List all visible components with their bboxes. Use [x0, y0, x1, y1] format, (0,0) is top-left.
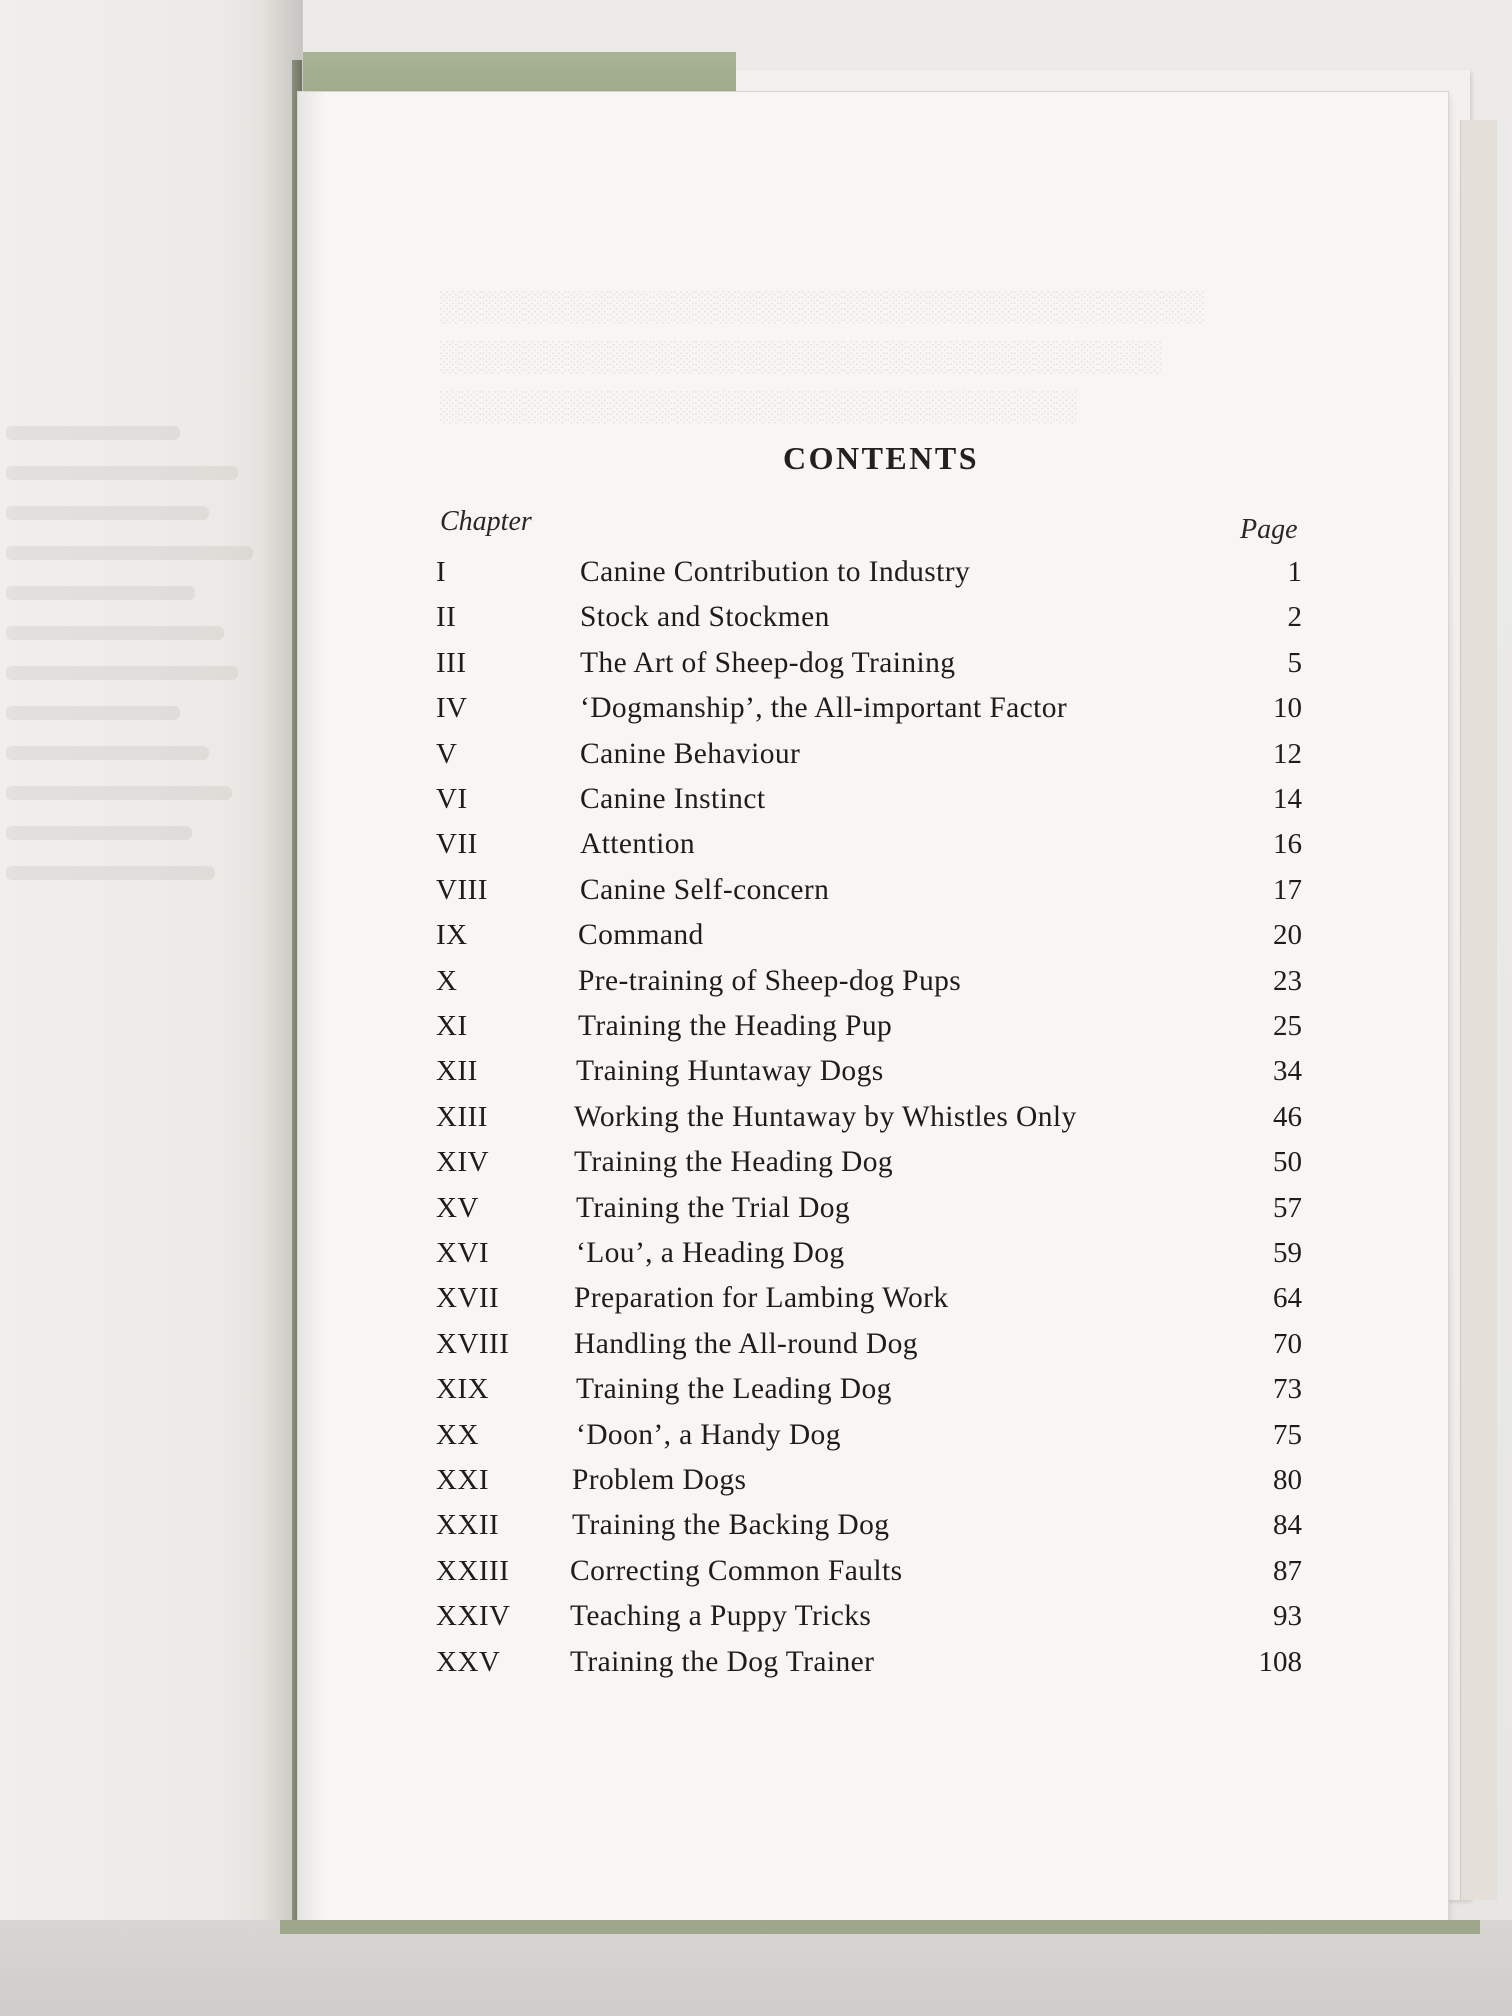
chapter-column-header: Chapter — [440, 506, 532, 537]
chapter-title: ‘Dogmanship’, the All-important Factor — [580, 692, 1068, 725]
chapter-title: Teaching a Puppy Tricks — [570, 1600, 872, 1633]
page-number: 75 — [1273, 1418, 1302, 1451]
chapter-title: ‘Lou’, a Heading Dog — [576, 1237, 845, 1269]
toc-entry — [0, 828, 1512, 872]
chapter-number: XIII — [436, 1100, 488, 1133]
chapter-title: Canine Behaviour — [580, 737, 801, 770]
page-title: CONTENTS — [782, 440, 980, 476]
chapter-number: XX — [436, 1418, 479, 1451]
chapter-title: Canine Self-concern — [580, 873, 830, 906]
chapter-title: Stock and Stockmen — [580, 601, 830, 634]
chapter-title: Problem Dogs — [572, 1464, 747, 1496]
toc-entry — [0, 783, 1512, 827]
page-number: 46 — [1273, 1100, 1302, 1133]
page-number: 57 — [1273, 1191, 1302, 1224]
page-number: 50 — [1273, 1146, 1302, 1179]
toc-entry — [0, 647, 1512, 691]
page-number: 20 — [1273, 919, 1302, 952]
toc-entry — [0, 1555, 1512, 1599]
chapter-number: XV — [436, 1191, 479, 1224]
page-number: 64 — [1273, 1282, 1302, 1315]
chapter-title: Training the Heading Dog — [574, 1146, 894, 1179]
page-number: 12 — [1273, 737, 1302, 770]
page-number: 80 — [1273, 1464, 1302, 1496]
chapter-number: VII — [436, 828, 478, 861]
chapter-title: The Art of Sheep-dog Training — [580, 646, 956, 679]
toc-entry — [0, 919, 1512, 963]
chapter-title: Handling the All-round Dog — [574, 1327, 918, 1360]
chapter-number: XIX — [436, 1373, 490, 1406]
chapter-number: X — [436, 964, 458, 997]
toc-entry — [0, 1146, 1512, 1190]
page-number: 14 — [1273, 783, 1302, 815]
chapter-number: XVI — [436, 1237, 490, 1269]
toc-entry — [0, 1237, 1512, 1281]
page-number: 23 — [1273, 964, 1302, 997]
chapter-title: Training Huntaway Dogs — [576, 1055, 884, 1088]
toc-entry — [0, 738, 1512, 782]
toc-entry — [0, 692, 1512, 736]
chapter-title: Canine Contribution to Industry — [580, 556, 971, 588]
chapter-number: XXI — [436, 1464, 490, 1496]
chapter-title: Training the Dog Trainer — [570, 1645, 875, 1678]
chapter-title: Training the Heading Pup — [578, 1010, 893, 1042]
chapter-number: XVIII — [436, 1327, 510, 1360]
toc-entry — [0, 1419, 1512, 1463]
page-number: 87 — [1273, 1554, 1302, 1587]
page-number: 59 — [1273, 1237, 1302, 1269]
chapter-title: Training the Leading Dog — [576, 1373, 892, 1406]
page-number: 73 — [1273, 1373, 1302, 1406]
chapter-title: Training the Backing Dog — [572, 1509, 890, 1542]
chapter-number: VI — [436, 783, 468, 815]
chapter-number: XXIV — [436, 1600, 511, 1633]
chapter-title: Preparation for Lambing Work — [574, 1282, 949, 1315]
toc-entry — [0, 874, 1512, 918]
chapter-number: XXIII — [436, 1554, 510, 1587]
page-number: 2 — [1287, 601, 1302, 634]
chapter-title: Command — [578, 919, 704, 952]
chapter-title: Training the Trial Dog — [576, 1191, 851, 1224]
chapter-number: XIV — [436, 1146, 490, 1179]
show-through-line: ░░░░░░░░░░░░░░░░░░░░░░░░░░░░░░░░░░ — [440, 340, 1163, 373]
show-through-line: ░░░░░░░░░░░░░░░░░░░░░░░░░░░░░░░░░░░░ — [440, 290, 1206, 323]
chapter-number: I — [436, 556, 447, 588]
toc-entry — [0, 1192, 1512, 1236]
page-number: 16 — [1273, 828, 1302, 861]
chapter-number: VIII — [436, 873, 488, 906]
page-number: 84 — [1273, 1509, 1302, 1542]
page-number: 34 — [1273, 1055, 1302, 1088]
page-number: 25 — [1273, 1010, 1302, 1042]
chapter-number: XXII — [436, 1509, 500, 1542]
chapter-title: Working the Huntaway by Whistles Only — [574, 1100, 1077, 1133]
toc-entry — [0, 601, 1512, 645]
chapter-number: II — [436, 601, 457, 634]
chapter-title: Canine Instinct — [580, 783, 766, 815]
page-number: 70 — [1273, 1327, 1302, 1360]
page-number: 17 — [1273, 873, 1302, 906]
chapter-title: Pre-training of Sheep-dog Pups — [578, 964, 962, 997]
chapter-number: III — [436, 646, 467, 679]
toc-entry — [0, 1010, 1512, 1054]
chapter-number: IV — [436, 692, 468, 725]
chapter-title: Correcting Common Faults — [570, 1554, 903, 1587]
toc-entry — [0, 1373, 1512, 1417]
toc-entry — [0, 1509, 1512, 1553]
toc-entry — [0, 1464, 1512, 1508]
page-number: 93 — [1273, 1600, 1302, 1633]
toc-entry — [0, 965, 1512, 1009]
page-number: 108 — [1258, 1645, 1302, 1678]
chapter-number: IX — [436, 919, 468, 952]
chapter-number: XVII — [436, 1282, 500, 1315]
toc-entry — [0, 1600, 1512, 1644]
chapter-title: Attention — [580, 828, 696, 861]
toc-entry — [0, 1055, 1512, 1099]
chapter-number: V — [436, 737, 458, 770]
chapter-number: XXV — [436, 1645, 501, 1678]
toc-entry — [0, 1101, 1512, 1145]
toc-entry — [0, 556, 1512, 600]
toc-entry — [0, 1282, 1512, 1326]
page-number: 10 — [1273, 692, 1302, 725]
page-number: 5 — [1287, 646, 1302, 679]
chapter-title: ‘Doon’, a Handy Dog — [576, 1418, 841, 1451]
show-through-line: ░░░░░░░░░░░░░░░░░░░░░░░░░░░░░░ — [440, 390, 1078, 423]
toc-entry — [0, 1646, 1512, 1690]
page-column-header: Page — [1240, 514, 1298, 545]
toc-entry — [0, 1328, 1512, 1372]
chapter-number: XII — [436, 1055, 478, 1088]
page-number: 1 — [1287, 556, 1302, 588]
chapter-number: XI — [436, 1010, 468, 1042]
